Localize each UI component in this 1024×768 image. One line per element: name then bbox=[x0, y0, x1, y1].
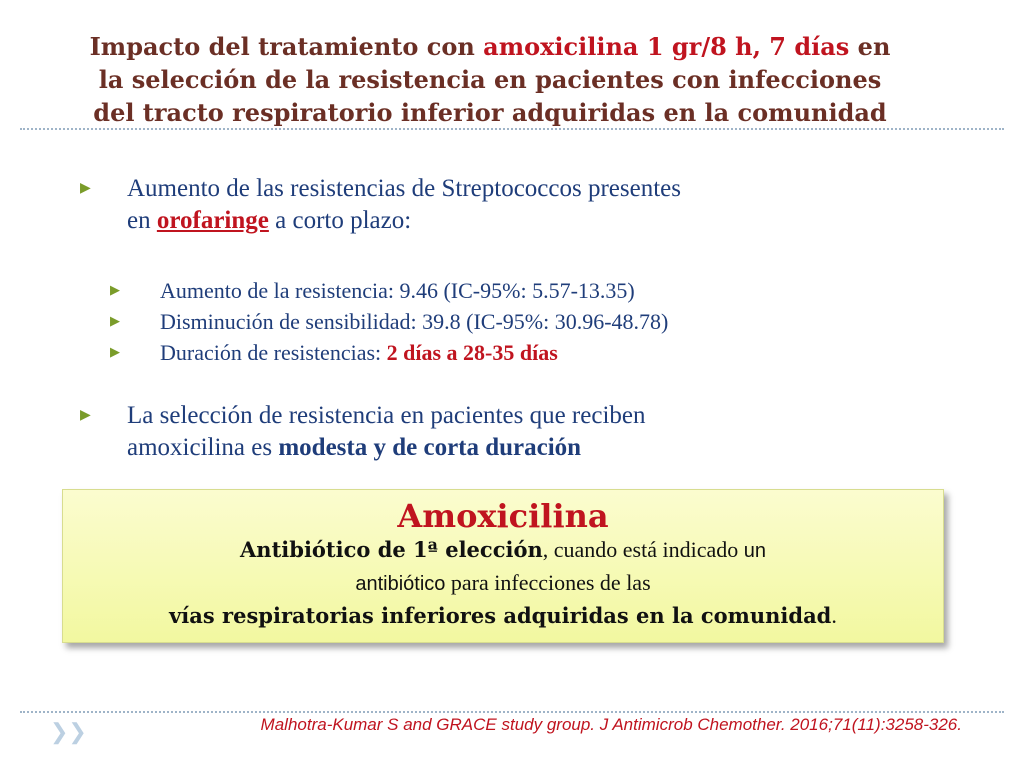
bullet-1: Aumento de las resistencias de Streptococcos presentes en orofaringe a corto plazo: bbox=[127, 175, 681, 234]
triangle-bullet-icon: ▶ bbox=[110, 283, 120, 298]
double-chevron-icon: ❯❯ bbox=[50, 720, 87, 745]
title-line-2: la selección de la resistencia en pacientes con infecciones bbox=[98, 65, 882, 94]
box-title: Amoxicilina bbox=[397, 497, 609, 535]
title-line-3: del tracto respiratorio inferior adquiridas en la comunidad bbox=[93, 98, 887, 127]
triangle-bullet-icon: ▶ bbox=[80, 180, 91, 196]
conclusion-box bbox=[62, 489, 944, 643]
sub-bullet-3: Duración de resistencias: 2 días a 28-35 días bbox=[160, 340, 558, 365]
slide-title bbox=[0, 30, 980, 129]
modest-highlight: modesta y de corta duración bbox=[278, 434, 582, 461]
duration-highlight: 2 días a 28-35 días bbox=[386, 340, 558, 365]
bottom-divider bbox=[20, 711, 1004, 713]
top-divider bbox=[20, 128, 1004, 130]
title-line-1: Impacto del tratamiento con amoxicilina 1 gr/8 h, 7 días en bbox=[89, 32, 891, 61]
bullet-2: La selección de resistencia en pacientes que reciben amoxicilina es modesta y de corta duración bbox=[127, 402, 646, 461]
triangle-bullet-icon: ▶ bbox=[110, 314, 120, 329]
orofaringe-highlight: orofaringe bbox=[156, 207, 269, 234]
sub-bullet-2: Disminución de sensibilidad: 39.8 (IC-95%: 30.96-48.78) bbox=[160, 309, 669, 334]
title-highlight: amoxicilina 1 gr/8 h, 7 días bbox=[483, 32, 850, 61]
triangle-bullet-icon: ▶ bbox=[110, 345, 120, 360]
citation: Malhotra-Kumar S and GRACE study group. J Antimicrob Chemother. 2016;71(11):3258-326. bbox=[260, 715, 962, 734]
box-line-3: vías respiratorias inferiores adquiridas en la comunidad. bbox=[169, 603, 837, 628]
triangle-bullet-icon: ▶ bbox=[80, 407, 91, 423]
sub-bullet-1: Aumento de la resistencia: 9.46 (IC-95%: 5.57-13.35) bbox=[160, 278, 635, 303]
box-line-2: antibiótico para infecciones de las bbox=[355, 570, 651, 595]
box-line-1: Antibiótico de 1ª elección, cuando está indicado un bbox=[240, 537, 766, 562]
